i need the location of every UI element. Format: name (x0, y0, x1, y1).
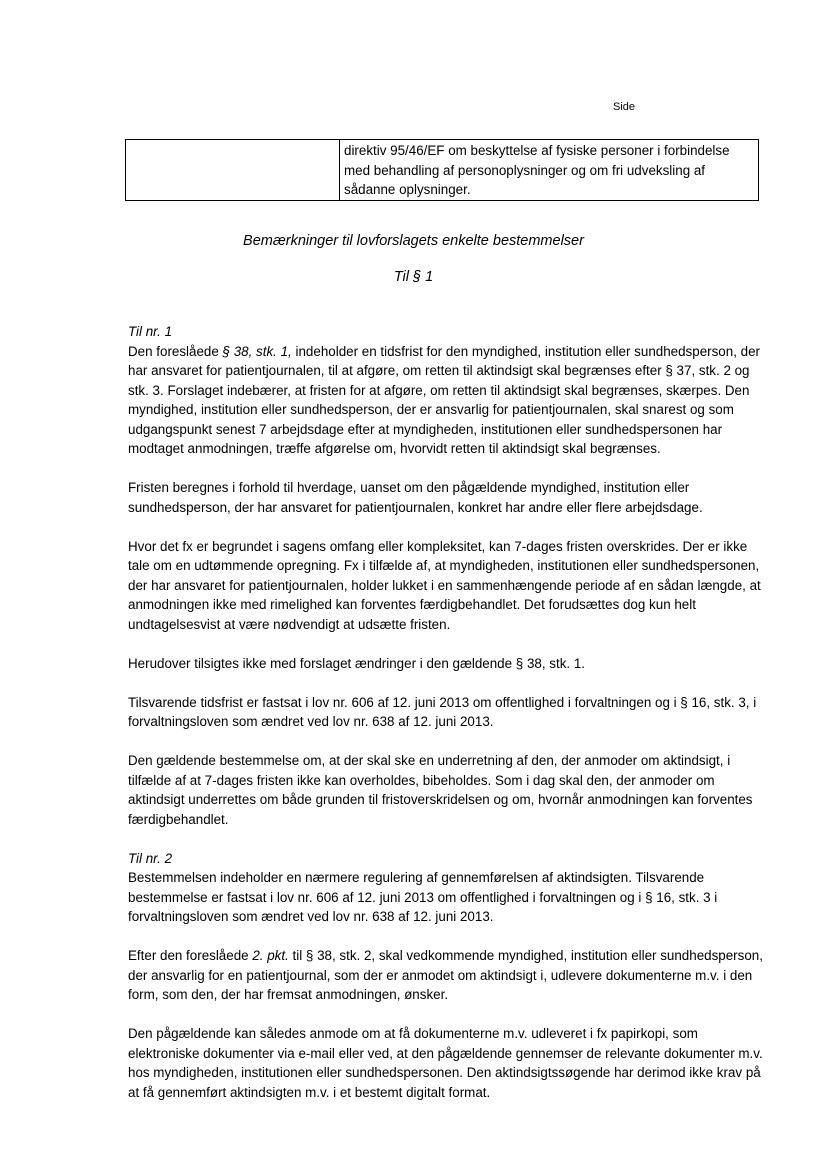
text-run: Den foreslåede (128, 343, 223, 359)
table-cell-directive: direktiv 95/46/EF om beskyttelse af fysiske personer i forbindelse med behandling af personoplysninger og om fri udveksling af sådanne oplysninger. (340, 140, 759, 201)
text-run: indeholder en tidsfrist for den myndighed, institution eller sundhedsperson, der har ansvaret for patientjournalen, til at afgøre, om retten til aktindsigt skal begrænses efter § 37, stk. 2 og stk. 3. Forslaget indebærer, at fristen for at afgøre, om retten til aktindsigt skal begrænses, skærpes. Den myndighed, institution eller sundhedsperson, der er ansvarlig for patientjournalen, skal snarest og som udgangspunkt senest 7 arbejdsdage efter at myndigheden, institutionen eller sundhedspersonen har modtaget anmodningen, træffe afgørelse om, hvorvidt retten til aktindsigt skal begrænses. (128, 343, 760, 456)
emphasis-text: 2. pkt. (252, 948, 289, 963)
paragraph: Hvor det fx er begrundet i sagens omfang eller kompleksitet, kan 7-dages fristen overskrides. Der er ikke tale om en udtømmende opregning. Fx i tilfælde af, at myndigheden, institutionen eller sundhedspersonen, der har ansvaret for patientjournalen, holder lukket i en sammenhængende periode af en sådan længde, at anmodningen ikke med rimelighed kan forventes færdigbehandlet. Det forudsættes dog kun helt undtagelsesvist at være nødvendigt at udsætte fristen. (128, 538, 761, 632)
document-body (128, 322, 768, 1122)
paragraph: Bestemmelsen indeholder en nærmere regulering af gennemførelsen af aktindsigten. Tilsvarende bestemmelse er fastsat i lov nr. 606 af 12. juni 2013 om offentlighed i forvaltningen og i § 16, stk. 3 i forvaltningsloven som ændret ved lov nr. 638 af 12. juni 2013. (128, 870, 718, 924)
table-row (126, 140, 759, 201)
text-run: Efter den foreslåede (128, 948, 253, 963)
paragraph (128, 342, 768, 459)
main-heading: Bemærkninger til lovforslagets enkelte bestemmelser (243, 233, 584, 249)
page-label: Side (613, 101, 636, 113)
reference-table (125, 139, 759, 201)
emphasis-text: § 38, stk. 1, (222, 343, 292, 359)
paragraph: Tilsvarende tidsfrist er fastsat i lov nr. 606 af 12. juni 2013 om offentlighed i forvaltningen og i § 16, stk. 3, i forvaltningsloven som ændret ved lov nr. 638 af 12. juni 2013. (128, 694, 757, 729)
paragraph: Fristen beregnes i forhold til hverdage, uanset om den pågældende myndighed, institution eller sundhedsperson, der har ansvaret for patientjournalen, konkret har andre eller flere arbejdsdage. (128, 480, 703, 515)
table-cell-empty (126, 140, 340, 201)
section-heading: Til § 1 (393, 269, 434, 285)
paragraph: Herudover tilsigtes ikke med forslaget ændringer i den gældende § 38, stk. 1. (128, 655, 586, 671)
paragraph: Den gældende bestemmelse om, at der skal ske en underretning af den, der anmoder om aktindsigt, i tilfælde af at 7-dages fristen ikke kan overholdes, bibeholdes. Som i dag skal den, der anmoder om aktindsigt underrettes om både grunden til fristoverskridelsen og om, hvornår anmodningen kan forventes færdigbehandlet. (128, 753, 753, 827)
paragraph: Den pågældende kan således anmode om at få dokumenterne m.v. udleveret i fx papirkopi, som elektroniske dokumenter via e-mail eller ved, at den pågældende gennemser de relevante dokumenter m.v. hos myndigheden, institutionen eller sundhedspersonen. Den aktindsigtssøgende har derimod ikke krav på at få gennemført aktindsigten m.v. i et bestemt digitalt format. (128, 1026, 763, 1100)
text-run: til § 38, stk. 2, skal vedkommende myndighed, institution eller sundhedsperson, der ansvarlig for en patientjournal, som der er anmodet om aktindsigt i, udlevere dokumenterne m.v. i den form, som den, der har fremsat anmodningen, ønsker. (128, 948, 763, 1002)
subheading-nr1: Til nr. 1 (128, 324, 173, 339)
subheading-nr2: Til nr. 2 (128, 850, 173, 866)
paragraph (128, 946, 768, 1005)
